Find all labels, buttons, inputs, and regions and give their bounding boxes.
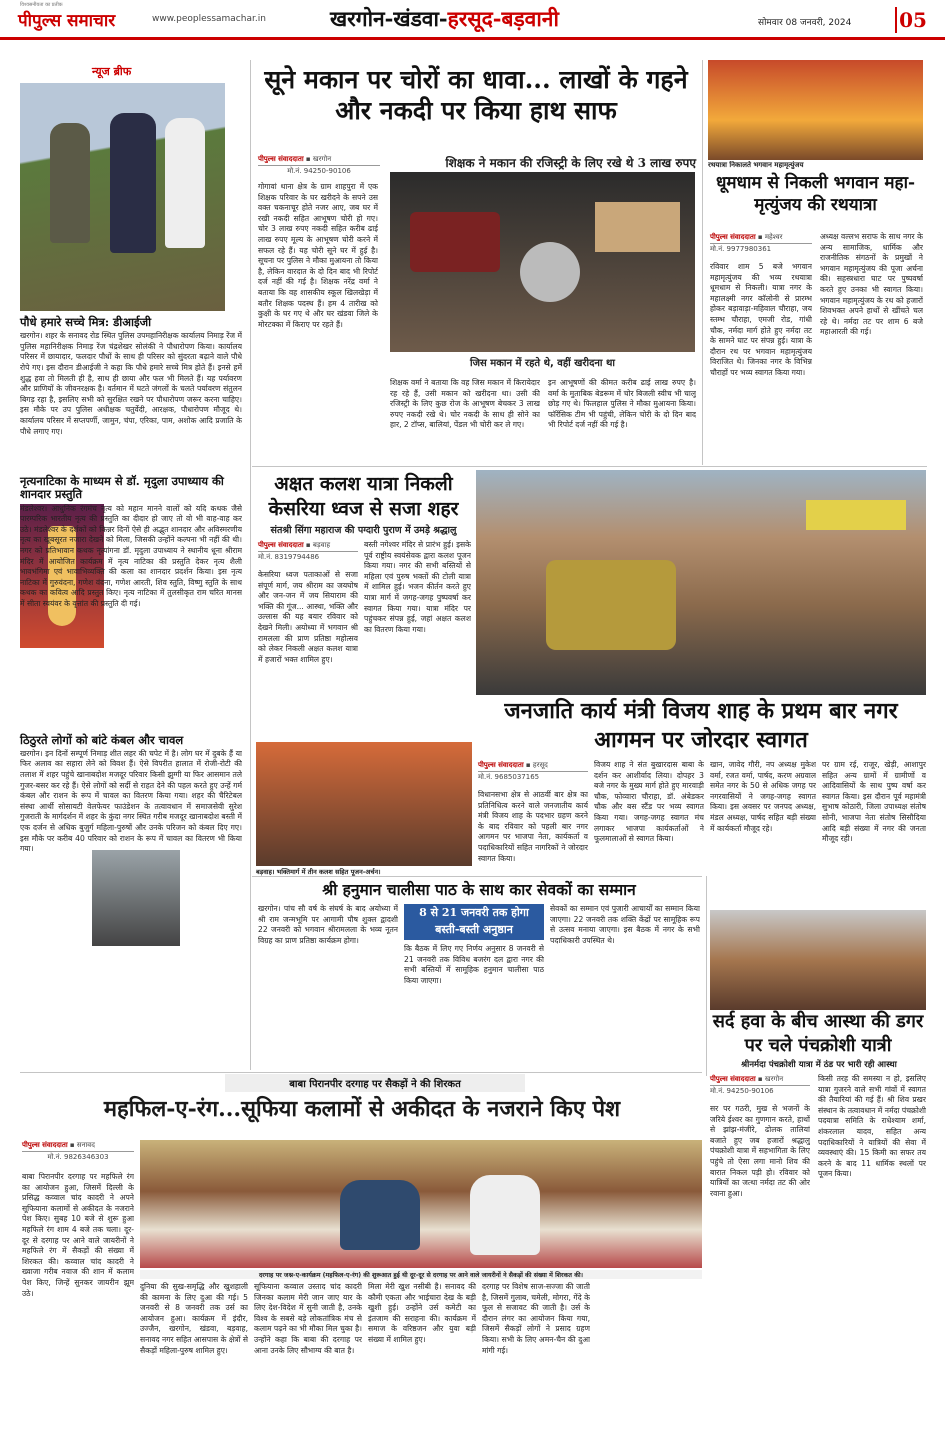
hanuman-box-line2: बस्ती-बस्ती अनुष्ठान [435,923,513,936]
kalash-col1: केसरिया ध्वज पताकाओं से सजा संपूर्ण मार्ग, जय श्रीराम का जयघोष और जन-जन में जय सियाराम की भक्ति की गूंज... आस्था, भक्ति और उल्लास की यह बयार रविवार को देखने मिली। अयोध्या में भगवान श्री रामलला की प्राण प्रतिष्ठा महोत्सव को लेकर निकली अक्षत कलश यात्रा में हजारों भक्त शामिल हुए। [258,570,358,664]
masthead-tagline: विश्वसनीयता का प्रतीक [20,2,63,8]
brief-item3-headline: ठिठुरते लोगों को बांटे कंबल और चावल [20,732,184,747]
rath-byline-name: पीपुल्स संवाददाता [710,233,756,241]
chill-byline-name: पीपुल्स संवाददाता [710,1075,756,1083]
chill-byline: पीपुल्स संवाददाता ▪ खरगोन मो.नं. 94250-90106 [710,1074,810,1097]
brief-item3-body: खरगोन। इन दिनों सम्पूर्ण निमाड़ शीत लहर की चपेट में है। लोग घर में दुबके हैं या फिर अलाव का सहारा लेने को विवश हैं। ऐसे विपरीत हालात में रोजी-रोटी की तलाश में शहर पहुंचे खानाबदोश मजदूर परिवार किसी झुग्गी या फिर आसमान तले गुजर-बसर कर रहे हैं। ऐसे लोगों को सर्दी से राहत देने की पहल करते हुए उन्हें गर्म कंबल और राशन के रूप में चावल का वितरण किया गया। शहर की चैरिटेबल संस्था आर्थी सोसायटी वेलफेयर फाउंडेशन के तत्वावधान में समाजसेवी सुरेश गुजराती के मार्गदर्शन में शहर के कुंदा नगर स्थित गरीब मजदूर खानाबदोश बस्ती में एक दर्जन से अधिक बुजुर्ग महिला-पुरुषों और उनके परिजन को कंबल दिए गए। इस मौके पर करीब 40 परिवार को राशन के रूप में चावल का वितरण भी किया गया। [20,748,242,854]
theft-mobile: मो.नं. 94250-90106 [287,167,351,175]
rath-byline-place: महेश्वर [764,233,783,241]
sufi-headline: महफिल-ए-रंग...सूफिया कलामों से अकीदत के नजराने किए पेश [103,1096,621,1122]
kalash-headline: अक्षत कलश यात्रा निकली केसरिया ध्वज से सजा शहर [268,473,459,520]
brief-item1-body: खरगोन। शहर के सनावद रोड स्थित पुलिस उपमहानिरीक्षक कार्यालय निमाड़ रेंज में पुलिस महानिरीक्षक निमाड़ रेंज चंद्रशेखर सोलंकी ने पौधारोपण किया। कार्यालय परिसर में छायादार, फलदार पौधों के साथ ही परिसर को सुंदरता बढ़ाने वाले पौधे रोपे गए। इस दौरान डीआईजी ने कहा कि पौधे हमारे सच्चे मित्र होते हैं। इनसे हमें शुद्ध हवा तो मिलती ही है, साथ ही छाया और फल भी मिलते हैं। यह पर्यावरण और प्राणियों के जीवनरक्षक है। वर्तमान में घटते जंगलों के चलते पर्यावरण संतुलन बिगड़ रहा है, इसलिए सभी को सुरक्षित रखने पर पौधारोपण जरूर करना चाहिए। इस मौके पर उप पुलिस अधीक्षक चतुर्वेदी, आरक्षक, पौधारोपण मौजूद थे। कार्यालय परिसर में सप्तपर्णी, जामुन, चंपा, एरिका, पाम, अशोक आदि प्रजाति के पौधे लगाए गए। [20,331,242,436]
sufi-byline-name: पीपुल्स संवाददाता [22,1141,68,1149]
sufi-col1: बाबा पिरानपीर दरगाह पर महफिले रंग का आयोजन हुआ, जिसमें दिल्ली के प्रसिद्ध कव्वाल चांद कादरी ने अपने सूफियाना कलामों से अकीदत के नजराने पेश किए। सुबह 10 बजे से शुरू हुआ महफिले रंग शाम 4 बजे तक चला। दूर-दूर से दरगाह पर आने वाले जायरीनों ने महफिले रंग में सैकड़ों की संख्या में शिरकत की। कव्वाल चांद कादरी ने ख्वाजा गरीब नवाज की शान में कलाम पेश किए, जिन्हें सुनकर जायरीन झूम उठे। [22,1172,134,1298]
chill-byline-place: खरगोन [764,1075,784,1083]
kalash-byline-name: पीपुल्स संवाददाता [258,541,304,549]
sufi-byline-place: सनावद [76,1141,95,1149]
rath-col2: अध्यक्ष वल्लभ सराफ के साथ नगर के अन्य सामाजिक, धार्मिक और राजनीतिक संगठनों के प्रमुखों ने भगवान महामृत्युंजय की पूजा अर्चना की। सहस्त्रधारा घाट पर पुष्पवर्षा करते हुए उनका भी स्वागत किया। भगवान महामृत्युंजय के रथ को हजारों शिवभक्त अपने हाथों से खींचते चल रहे थे। नर्मदा तट पर शाम 6 बजे महाआरती की गई। [820,232,923,337]
minister-col3: खान, जावेद गौरी, नप अध्यक्ष मुकेश वर्मा, रजत वर्मा, पार्षद, करण अग्रवाल समेत नगर के 50 से अधिक जगह पर नगरवासियों ने जगह-जगह स्वागत किया। इस अवसर पर जनपद अध्यक्ष, मंडल अध्यक्ष, पार्षद सहित बड़ी संख्या में कार्यकर्ता मौजूद रहे। [710,760,816,833]
theft-col4: इन आभूषणों की कीमत करीब ढाई लाख रुपए है। वर्मा के मुताबिक बेडरूम में चोर बिजली स्वीच भी चालू छोड़ गए थे। फिलहाल पुलिस ने मौका मुआयना किया। फॉरेंसिक टीम भी पहुंची, लेकिन चोरी के दो दिन बाद भी रिपोर्ट दर्ज नहीं की गई है। [548,378,696,430]
theft-headline: सूने मकान पर चोरों का धावा... लाखों के गहने और नकदी पर किया हाथ साफ [264,65,688,125]
masthead-url[interactable]: www.peoplessamachar.in [152,14,266,24]
dig-plantation-photo [20,83,225,311]
kalash-col2: बस्ती नगेश्वर मंदिर से प्रारंभ हुई। इसके पूर्व राष्ट्रीय स्वयंसेवक द्वारा कलश पूजन किया गया। नगर की सभी बस्तियों से महिला एवं पुरुष भक्तों की टोली यात्रा में शामिल हुई। भजन कीर्तन करते हुए यात्रा मार्ग में जगह-जगह पुष्पवर्षा कर स्वागत किया गया। यात्रा मंदिर पर पहुंचकर संपन्न हुई, जहां अक्षत कलश का वितरण किया गया। [364,540,471,634]
section-title-part1: खरगोन-खंडवा- [330,6,448,31]
rath-col1: रविवार शाम 5 बजे भगवान महामृत्युंजय की भव्य रथयात्रा धूमधाम से निकली। यात्रा नगर के महालक्ष्मी नगर कॉलोनी से प्रारम्भ होकर बड़ावाड़ा-महिवाल चौराहा, जय स्तम्भ चौराहा, एमजी रोड, गांधी चौक, नर्मदा मार्ग होते हुए नर्मदा तट के सामने घाट पर संपन्न हुई। यात्रा के दौरान रथ पर भगवान महामृत्युंजय विराजित थे। जिनका नगर के विभिन्न चौराहों पर भव्य स्वागत किया गया। [710,262,812,377]
theft-photo-caption: जिस मकान में रहते थे, वहीं खरीदना था [470,358,615,369]
issue-date: सोमवार 08 जनवरी, 2024 [758,18,852,28]
minister-byline: पीपुल्स संवाददाता ▪ हरसूद मो.नं. 9685037165 [478,760,588,783]
sufi-col2: दुनिया की सुख-समृद्धि और खुशहाली की कामना के लिए दुआ की गई। 5 जनवरी से 8 जनवरी तक उर्स का आयोजन हुआ। कार्यक्रम में इंदौर, उज्जैन, खरगोन, खंडवा, बड़वाह, सनावद नगर सहित आसपास के क्षेत्रों से सैकड़ों महिला-पुरुष शामिल हुए। [140,1282,248,1355]
minister-col2: विजय शाह ने संत बुखारदास बाबा के दर्शन कर आशीर्वाद लिया। दोपहर 3 बजे नगर के मुख्य मार्ग होते हुए मारवाड़ी चौक, फोव्वारा चौराहा, डॉ. अंबेडकर चौक और बस स्टैंड पर भव्य स्वागत किया गया। जगह-जगह स्वागत मंच लगाकर भाजपा कार्यकर्ताओं ने फूलमालाओं से स्वागत किया। [594,760,704,844]
masthead-logo: पीपुल्स समाचार [18,11,116,31]
kalash-subheadline: संतश्री सिंगा महाराज की पग्दारी पुराण में उमड़े श्रद्धालु [270,525,457,536]
rath-byline: पीपुल्स संवाददाता ▪ महेश्वर मो.नं. 9977980361 [710,232,812,255]
minister-col4: पर ग्राम रई, राजूर, खेड़ी, आशापुर सहित अन्य ग्रामों में ग्रामीणों व आदिवासियों के साथ पुष्प वर्षा कर स्वागत किया। इस दौरान पूर्व महामंत्री सुभाष कोठारी, जिला उपाध्यक्ष संतोष सोनी, भाजपा नेता संतोष सिसौदिया आदि बड़ी संख्या में नगर की जनता मौजूद रही। [822,760,926,844]
minister-mobile: मो.नं. 9685037165 [478,773,540,781]
brief-item2-body: मंडलेश्वर। आधुनिक रंगमंच नृत्य को महान मानने वालों को यदि कथक जैसे पारम्परिक भारतीय नृत्य की प्रस्तुति का दीदार हो जाए तो वो भी वाह-वाह कर उठे। मंडलेश्वर के दर्शकों को किन्नर दिनों ऐसे ही अद्भुत शानदार और अविस्मरणीय नृत्य का खूबसूरत नजारा देखने को मिला, जिसकी उन्होंने कल्पना भी नहीं की थी। नगर को प्रतिभावान कथक नृत्यांगना डॉ. मृदुला उपाध्याय ने स्थानीय धूना श्रीराम मंदिर में आयोजित कार्यक्रम में नृत्य नाटिका की प्रस्तुति देकर नृत्य शैली भावभंगिमा एवं भावाभिव्यक्ति की कला का शानदार प्रदर्शन किया। इस नृत्य नाटिका में गुरुवंदना, गणेश वंदना, गणेश आरती, शिव स्तुति, विष्णु स्तुति के साथ कथक का कवित्व आदि प्रस्तुत किए। नृत्य नाटिका में तुलसीकृत राम चरित मानस में सीता स्वयंवर के वृत्तांत की प्रस्तुति दी गई। [20,503,242,608]
chill-headline: सर्द हवा के बीच आस्था की डगर पर चले पंचक्रोशी यात्री [712,1011,924,1056]
kalash-yatra-photo [476,470,926,695]
hanuman-box-line1: 8 से 21 जनवरी तक होगा [419,906,529,919]
minister-col1: विधानसभा क्षेत्र से आठवीं बार क्षेत्र का प्रतिनिधित्व करने वाले जनजातीय कार्य मंत्री विजय शाह के पदभार ग्रहण करने के बाद रविवार को पहली बार नगर आगमन पर भाजपा नेता, कार्यकर्ता व पदाधिकारियों सहित नागरिकों ने जोरदार स्वागत किया। [478,790,588,863]
chill-col1: सर पर गठरी, मुख से भजनों के जरिये ईश्वर का गुणगान करते, हाथों से झांझ-मंजीरे, ढोलक तालियां बजाते हुए जब हजारों श्रद्धालु पंचक्रोशी यात्रा में सहभागिता के लिए पहुंचे तो ऐसा लगा मानो शिव की बारात निकल पड़ी हो। रविवार को यात्रियों का जत्था नर्मदा तट की ओर रवाना हुआ। [710,1104,810,1198]
theft-col1: गोगावां थाना क्षेत्र के ग्राम शाहपुरा में एक शिक्षक परिवार के घर खरीदने के सपने उस वक्त चकनाचूर होते नजर आए, जब घर में रखी नकदी सहित आभूषण चोरी हो गए। चोर 3 लाख रुपए नकदी सहित करीब ढाई लाख रुपए मूल्य के आभूषण चोरी करने में सफल रहे हैं। यह चोरी सूने घर में हुई है। सूचना पर पुलिस ने मौका मुआयना तो किया है, लेकिन वारदात के दो दिन बाद भी रिपोर्ट दर्ज नहीं की गई है। शिक्षक नरेंद्र वर्मा ने बताया कि वह शासकीय स्कूल खिलखेड़ा में बतौर शिक्षक पदस्थ हैं। हम 4 तारीख को कुक्षी के घर गए थे और घर खंडवा जिले के मोरटक्का में किराए पर रहते हैं। [258,182,378,329]
hanuman-col1: खरगोन। पांच सौ वर्ष के संघर्ष के बाद अयोध्या में श्री राम जन्मभूमि पर आगामी पौष शुक्ल द्वादशी 22 जनवरी को भगवान श्रीरामलला के भव्य नूतन विग्रह का प्राण प्रतिष्ठा कार्यक्रम होगा। [258,904,398,945]
minister-headline: जनजाति कार्य मंत्री विजय शाह के प्रथम बार नगर आगमन पर जोरदार स्वागत [504,698,898,753]
hanuman-col3: सेवकों का सम्मान एवं पुजारी आचार्यों का सम्मान किया जाएगा। 22 जनवरी तक शक्ति केंद्रों पर सामूहिक रूप से उत्सव मनाया जाएगा। इस बैठक में नगर के सभी पदाधिकारी उपस्थित थे। [550,904,700,945]
sufi-kicker: बाबा पिरानपीर दरगाह पर सैकड़ों ने की शिरकत [225,1074,525,1092]
chill-subheadline: श्रीनर्मदा पंचक्रोशी यात्रा में ठंड पर भारी रही आस्था [741,1060,897,1070]
news-brief-label: न्यूज ब्रीफ [92,65,132,78]
sufi-mehfil-photo [140,1140,702,1268]
brief-item1-headline: पौधे हमारे सच्चे मित्र: डीआईजी [20,315,152,329]
rath-mobile: मो.नं. 9977980361 [710,245,772,253]
kalash-mobile: मो.नं. 8319794486 [258,553,320,561]
chill-col2: किसी तरह की समस्या न हो, इसलिए यात्रा गुजरने वाले सभी गांवों में स्वागत की तैयारियां की गई हैं। श्री शिव प्रखर संस्थान के तत्वावधान में नर्मदा पंचक्रोशी पदयात्रा समिति के राधेश्याम शर्मा, शंकरलाल यादव, सहित अन्य पदाधिकारियों ने यात्रियों की सेवा में व्यवस्थाएं की। 15 किमी का सफर तय करने के बाद 11 धार्मिक स्थलों पर पूजन किया। [818,1074,926,1179]
stolen-jewellery-photo [390,172,695,352]
minister-byline-place: हरसूद [532,761,548,769]
minister-byline-name: पीपुल्स संवाददाता [478,761,524,769]
theft-col3: शिक्षक वर्मा ने बताया कि वह जिस मकान में किरायेदार रह रहे हैं, उसी मकान को खरीदना था। उसी की रजिस्ट्री के लिए कुछ रोज के आभूषण बेचकर 3 लाख रुपए नकदी रखे थे। चोर नकदी के साथ ही सोने का हार, 2 टॉप्स, बालियां, पेंडल भी चोरी कर ले गए। [390,378,540,430]
kalash-byline: पीपुल्स संवाददाता ▪ बड़वाह मो.नं. 8319794486 [258,540,358,563]
theft-subheadline: शिक्षक ने मकान की रजिस्ट्री के लिए रखे थे 3 लाख रुपए [445,156,696,170]
sufi-col3: सूफियाना कव्वाल उस्ताद चांद कादरी जिनका कलाम मेरी जान जाए यार के लिए देश-विदेश में सुनी जाती है, उनके विश्व के सबसे बड़े लोकतांत्रिक मंच से कलाम पढ़ने का भी मौका मिल चुका है। उन्होंने कहा कि बाबा की दरगाह पर आना उनके लिए सौभाग्य की बात है। [254,1282,362,1355]
sufi-col5-cont [596,1282,702,1434]
sufi-byline: पीपुल्स संवाददाता ▪ सनावद मो.नं. 9826346303 [22,1140,134,1163]
kalash-byline-place: बड़वाह [312,541,331,549]
sufi-photo-caption: दरगाह पर जश्न-ए-कार्यक्रम (महफिल-ए-रंग) की शुरूआत हुई थी दूर-दूर से दरगाह पर आने वाले जायरीनों ने सैकड़ों की संख्या में शिरकत की। [140,1270,702,1279]
panchkroshi-photo [710,910,926,1010]
sufi-mobile: मो.नं. 9826346303 [47,1153,109,1161]
masthead [0,0,945,40]
blanket-distribution-photo [92,850,180,946]
section-title [330,5,559,33]
hanuman-headline: श्री हनुमान चालीसा पाठ के साथ कार सेवकों का सम्मान [322,880,636,899]
hanuman-col2: कि बैठक में लिए गए निर्णय अनुसार 8 जनवरी से 21 जनवरी तक विविध बजरंग दल द्वारा नगर की सभी बस्तियों में सामूहिक हनुमान चालीसा पाठ किया जाएगा। [404,944,544,985]
hanuman-date-box [404,904,544,940]
chill-mobile: मो.नं. 94250-90106 [710,1087,774,1095]
sufi-col4: मिला मेरी खुश नसीबी है। सनावद की कौमी एकता और भाईचारा देख के बड़ी खुशी हुई। उन्होंने उर्स कमेटी का इंतजाम की सराहना की। कार्यक्रम में समाज के वरिष्ठजन और युवा बड़ी संख्या में शामिल हुए। [368,1282,476,1344]
brief-item2-headline: नृत्यनाटिका के माध्यम से डॉ. मृदुला उपाध्याय की शानदार प्रस्तुति [20,474,224,502]
page-number: 05 [895,7,929,33]
theft-byline-place: खरगोन [312,155,332,163]
sufi-col5: दरगाह पर विशेष साज-सज्जा की जाती है, जिसमें गुलाब, चमेली, मोगरा, गेंदे के फूल से सजावट की जाती है। उर्स के दौरान लंगर का आयोजन किया गया, जिसमें सैकड़ों लोगों ने प्रसाद ग्रहण किया। सभी के लिए अमन-चैन की दुआ मांगी गई। [482,1282,590,1355]
section-title-part2: हरसूद-बड़वानी [447,6,559,31]
kalash-pooja-photo [256,742,472,866]
kalash-photo-caption: बड़वाह। भक्तिमार्ग में तीन कलश सहित पूजन-अर्चन। [256,868,381,876]
rath-headline: धूमधाम से निकली भगवान महा-मृत्युंजय की रथयात्रा [715,173,916,215]
theft-byline-name: पीपुल्स संवाददाता [258,155,304,163]
rath-photo-caption: रथयात्रा निकालते भगवान महामृत्युंजय [708,161,804,169]
theft-byline: पीपुल्स संवाददाता ▪ खरगोन मो.नं. 94250-90106 [258,154,380,177]
rath-yatra-photo [708,60,923,160]
